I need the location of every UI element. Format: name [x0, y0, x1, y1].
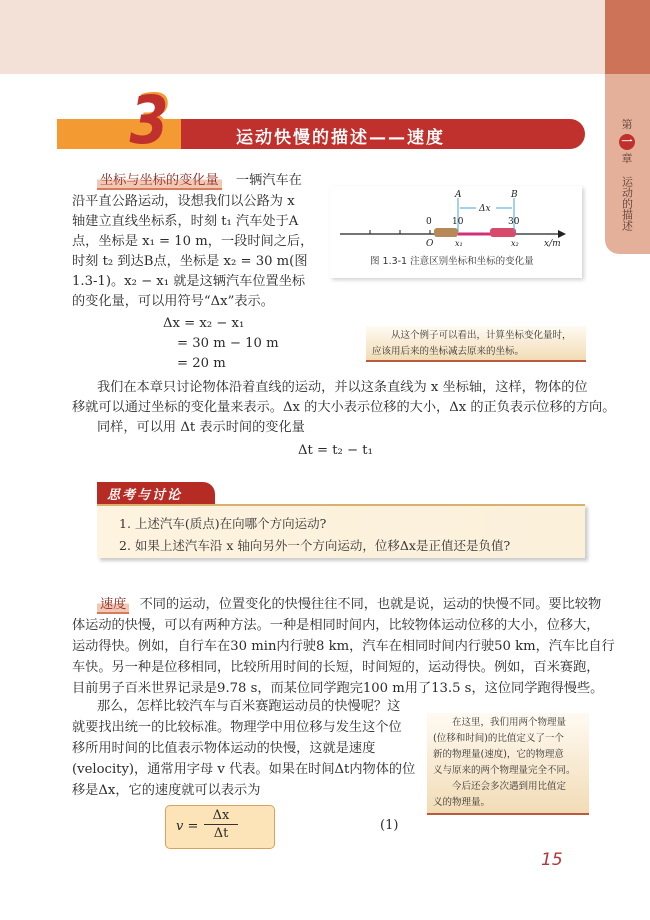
paragraph2-line: 同样，可以用 Δt 表示时间的变化量 [97, 420, 305, 435]
svg-text:x₂: x₂ [511, 239, 519, 248]
paragraph3-line: (velocity)，通常用字母 v 代表。如果在时间Δt内物体的位 [72, 762, 416, 777]
section1-line: 1.3-1)。x₂ − x₁ 就是这辆汽车位置坐标 [72, 274, 306, 289]
section1-line: 时刻 t₂ 到达B点，坐标是 x₂ = 30 m(图 [72, 254, 308, 269]
section2-line: 车快。另一种是位移相同，比较所用时间的长短，时间短的，运动得快。例如，百米赛跑， [72, 660, 600, 675]
paragraph2-line: 我们在本章只讨论物体沿着直线的运动，并以这条直线为 x 坐标轴，这样，物体的位 [97, 380, 588, 395]
equation-line: = 30 m − 10 m [177, 336, 279, 351]
chapter-suffix: 章 [621, 152, 633, 165]
section2-line: 体运动的快慢，可以有两种方法。一种是相同时间内，比较物体运动位移的大小，位移大， [72, 618, 600, 633]
equation-line: Δx = x₂ − x₁ [163, 316, 245, 331]
section1-keyword-line: 坐标与坐标的变化量 一辆汽车在 [97, 171, 302, 191]
margin-note-coordinate: 从这个例子可以看出，计算坐标变化量时， 应该用后来的坐标减去原来的坐标。 [366, 326, 586, 362]
svg-text:A: A [455, 190, 462, 200]
header-band [0, 0, 605, 74]
keyword-velocity: 速度 [97, 597, 129, 614]
chapter-topic: 运动的描述 [620, 176, 634, 231]
svg-text:x/m: x/m [544, 239, 561, 249]
section-number: 3 [129, 82, 169, 159]
section1-line: 的变化量，可以用符号“Δx”表示。 [72, 294, 274, 309]
keyword-coordinate-change: 坐标与坐标的变化量 [97, 173, 222, 190]
chapter-label [612, 118, 642, 234]
formula-lhs: v = [176, 819, 199, 834]
section1-line: 沿平直公路运动，设想我们以公路为 x [72, 194, 295, 209]
figure-1-3-1 [330, 186, 582, 278]
paragraph3-line: 就要找出统一的比较标准。物理学中用位移与发生这个位 [72, 720, 402, 735]
section-title: 运动快慢的描述——速度 [236, 128, 445, 148]
svg-text:0: 0 [426, 217, 432, 227]
think-discuss-box [97, 504, 585, 558]
paragraph3-line: 移是Δx，它的速度就可以表示为 [72, 783, 261, 798]
svg-text:10: 10 [452, 217, 464, 227]
paragraph2-line: 移就可以通过坐标的变化量来表示。Δx 的大小表示位移的大小，Δx 的正负表示位移的方向。 [72, 400, 616, 415]
section1-line: 点，坐标是 x₁ = 10 m，一段时间之后， [72, 234, 314, 249]
velocity-formula-box [165, 805, 275, 849]
svg-text:Δx: Δx [479, 204, 491, 214]
margin-note-velocity: 在这里，我们用两个物理量 (位移和时间)的比值定义了一个 新的物理量(速度)，它的物理意 义与原来的两个物理量完全不同。 今后还会多次遇到用比值定 义的物理量。 [427, 713, 589, 815]
formula-fraction [204, 808, 238, 841]
section2-keyword-line: 速度 不同的运动，位置变化的快慢往往不同，也就是说，运动的快慢不同。要比较物 [97, 595, 601, 615]
formula-denominator: Δt [213, 826, 229, 841]
chapter-prefix: 第 [621, 118, 633, 131]
number-line-diagram [330, 186, 582, 250]
section1-line: 轴建立直线坐标系，时刻 t₁ 汽车处于A [72, 214, 299, 229]
equation-line: = 20 m [177, 356, 226, 371]
question-1: 1. 上述汽车(质点)在向哪个方向运动? [119, 516, 327, 531]
section2-line: 运动得快。例如，自行车在30 min内行驶8 km，汽车在相同时间内行驶50 km，汽车比自行 [72, 639, 615, 654]
page-number: 15 [541, 850, 563, 870]
svg-text:B: B [511, 190, 518, 200]
svg-text:30: 30 [508, 217, 520, 227]
chapter-number-badge: 一 [619, 134, 635, 150]
formula-numerator: Δx [212, 808, 230, 823]
paragraph3-line: 移所用时间的比值表示物体运动的快慢，这就是速度 [72, 741, 376, 756]
think-discuss-title: 思考与讨论 [97, 482, 215, 504]
time-change-equation: Δt = t₂ − t₁ [298, 443, 373, 458]
paragraph3-line: 那么，怎样比较汽车与百米赛跑运动员的快慢呢？这 [97, 699, 401, 714]
section2-line: 目前男子百米世界记录是9.78 s，而某位同学跑完100 m用了13.5 s，这位同学跑得慢些。 [72, 681, 604, 696]
figure-caption: 图 1.3-1 注意区别坐标和坐标的变化量 [370, 256, 534, 267]
side-tab-top [605, 0, 650, 74]
question-2: 2. 如果上述汽车沿 x 轴向另外一个方向运动，位移Δx是正值还是负值? [119, 538, 511, 553]
svg-text:x₁: x₁ [455, 239, 463, 248]
svg-text:O: O [426, 239, 434, 249]
equation-number: (1) [380, 818, 399, 833]
